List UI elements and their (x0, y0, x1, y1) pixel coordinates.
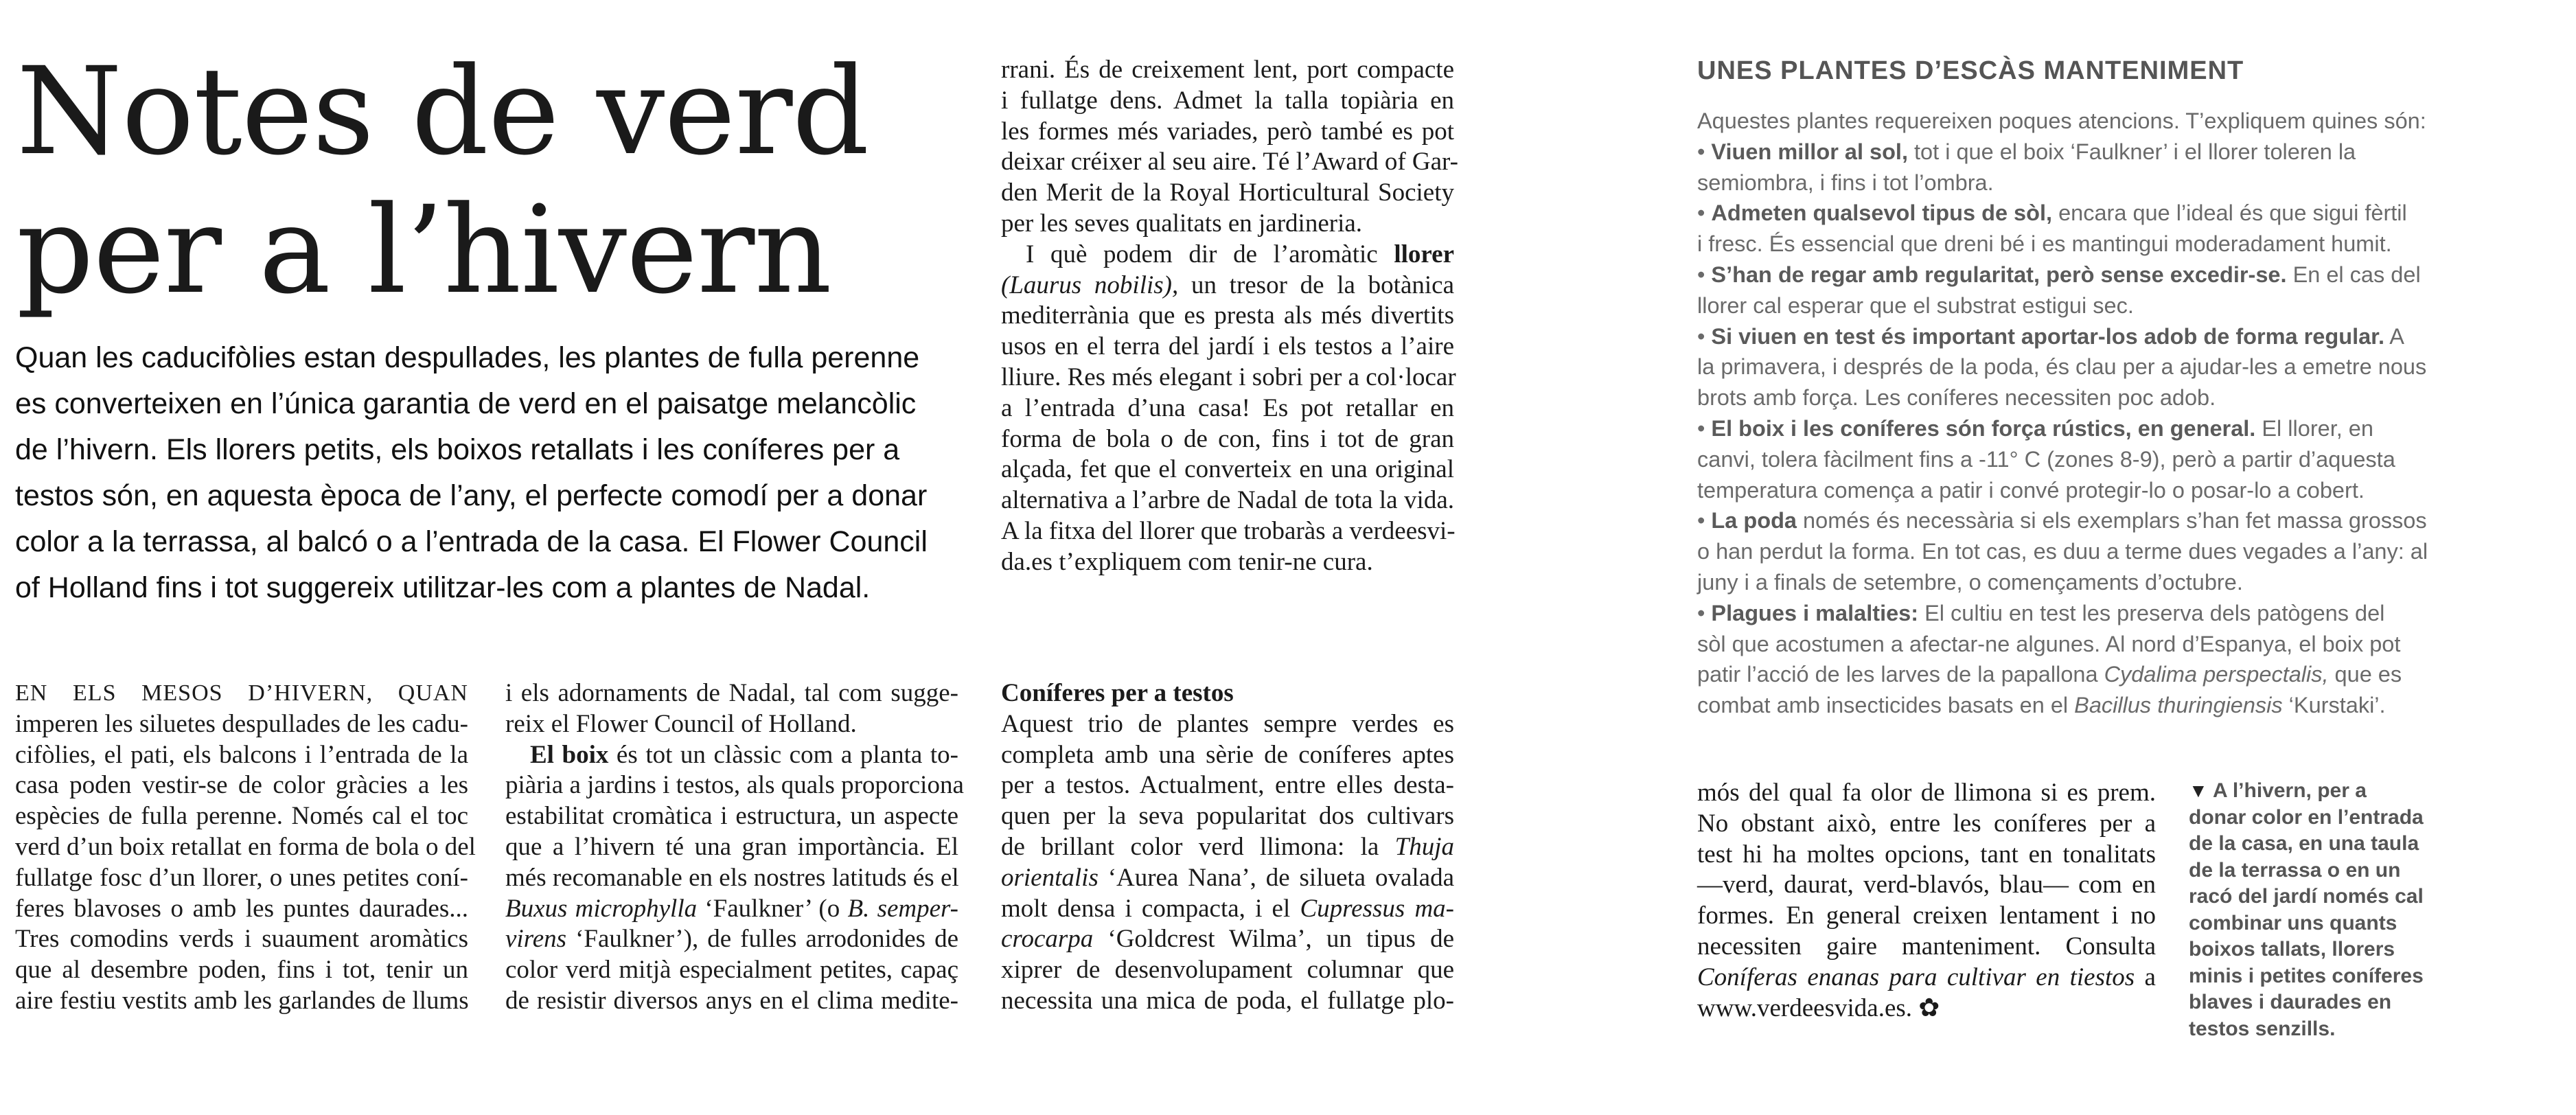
body-line: Aquest trio de plantes sempre verdes es (1001, 709, 1454, 738)
body-line: estabilitat cromàtica i estructura, un aspecte (505, 802, 958, 831)
sidebar-bullet: • Viuen millor al sol, tot i que el boix ‘Faulkner’ i el llorer toleren la (1697, 139, 2356, 164)
headline-line-1: Notes de verd (16, 41, 869, 182)
caption-line: A l’hivern, per a (2212, 779, 2367, 802)
body-line: aire festiu vestits amb les garlandes de llums (15, 986, 469, 1015)
lead-line: testos són, en aquesta època de l’any, el perfecte comodí per a donar (15, 479, 928, 512)
lead-paragraph (15, 335, 949, 611)
body-line: crocarpa ‘Goldcrest Wilma’, un tipus de (1001, 925, 1454, 954)
sidebar-bullet: • S’han de regar amb regularitat, però sense excedir-se. En el cas del (1697, 262, 2421, 287)
lead-line: de l’hivern. Els llorers petits, els boixos retallats i les coníferes per a (15, 433, 900, 466)
body-column-3-conifers (1001, 678, 1454, 1017)
sidebar-bullet: • Si viuen en test és important aportar-los adob de forma regular. A (1697, 323, 2404, 349)
body-line: No obstant això, entre les coníferes per a (1697, 809, 2156, 838)
body-column-3 (1001, 55, 1458, 578)
body-line: completa amb una sèrie de coníferes aptes (1001, 740, 1454, 769)
body-line: les formes més variades, però també es pot (1001, 117, 1454, 146)
body-column-1 (15, 678, 476, 1017)
body-line: necessiten gaire manteniment. Consulta (1697, 932, 2156, 961)
sidebar-intro: Aquestes plantes requereixen poques atencions. T’expliquem quines són: (1697, 108, 2426, 133)
body-line: A la fitxa del llorer que trobaràs a verdeesvi- (1001, 516, 1456, 545)
term-boix: El boix (530, 740, 609, 769)
caption-line: boixos tallats, llorers (2189, 938, 2395, 961)
body-line: fullatge fosc d’un llorer, o unes petites coní- (15, 863, 468, 892)
body-line: virens ‘Faulkner’), de fulles arrodonides de (505, 925, 958, 954)
body-line: orientalis ‘Aurea Nana’, de silueta ovalada (1001, 863, 1454, 892)
body-line: molt densa i compacta, i el Cupressus ma- (1001, 894, 1455, 923)
body-line: Tres comodins verds i suaument aromàtics (15, 925, 468, 954)
body-line: rrani. És de creixement lent, port compacte (1001, 56, 1454, 84)
sidebar-bullet: • Plagues i malalties: El cultiu en test les preserva dels patògens del (1697, 600, 2385, 625)
sidebar-line: brots amb força. Les coníferes necessiten poc adob. (1697, 385, 2216, 411)
body-line: necessita una mica de poda, el fullatge plo- (1001, 986, 1454, 1015)
term-llorer: llorer (1394, 240, 1454, 268)
sidebar-line: canvi, tolera fàcilment fins a -11° C (zones 8-9), però a partir d’aquesta (1697, 446, 2395, 472)
opening-line: EN ELS MESOS D’HIVERN, QUAN (15, 680, 468, 706)
sidebar-line: o han perdut la forma. En tot cas, es duu a terme dues vegades a l’any: al (1697, 539, 2428, 564)
body-line: deixar créixer al seu aire. Té l’Award of Gar- (1001, 148, 1458, 176)
caption-line: minis i petites coníferes (2189, 964, 2424, 987)
lead-line: es converteixen en l’única garantia de verd en el paisatge melancòlic (15, 387, 917, 420)
body-line: xiprer de desenvolupament columnar que (1001, 956, 1454, 985)
body-line: més recomanable en els nostres latituds és el (505, 863, 959, 892)
body-line: quen per la seva popularitat dos cultivars (1001, 802, 1454, 831)
caption-line: testos senzills. (2189, 1017, 2336, 1040)
body-line: feres blavoses o amb les puntes daurades... (15, 894, 468, 923)
body-line: piària a jardins i testos, als quals proporciona (505, 771, 964, 800)
sidebar-bullet: • El boix i les coníferes són força rústics, en general. El llorer, en (1697, 415, 2373, 441)
headline (16, 43, 978, 320)
body-line: alternativa a l’arbre de Nadal de tota la vida. (1001, 486, 1454, 515)
body-line: verd d’un boix retallat en forma de bola o del (15, 832, 476, 861)
body-line: color verd mitjà especialment petites, capaç (505, 956, 958, 985)
triangle-down-icon: ▼ (2189, 780, 2208, 801)
body-line: (Laurus nobilis), un tresor de la botànica (1001, 271, 1454, 299)
body-line: cifòlies, el pati, els balcons i l’entrada de la (15, 740, 468, 769)
body-line: i els adornaments de Nadal, tal com sugge- (505, 679, 958, 707)
body-line: El boix és tot un clàssic com a planta to- (530, 740, 958, 769)
body-column-2 (505, 678, 964, 1017)
body-line: mós del qual fa olor de llimona si es prem. (1697, 779, 2156, 807)
sidebar-title: UNES PLANTES D’ESCÀS MANTENIMENT (1697, 56, 2244, 85)
body-line: den Merit de la Royal Horticultural Society (1001, 179, 1454, 207)
sidebar-line: la primavera, i després de la poda, és clau per a ajudar-les a emetre nous (1697, 354, 2427, 380)
sidebar-bullet: • La poda només és necessària si els exemplars s’han fet massa grossos (1697, 508, 2427, 533)
body-line: test hi ha moltes opcions, tant en tonalitats (1697, 840, 2156, 869)
body-line: lliure. Res més elegant i sobri per a col·locar (1001, 363, 1456, 391)
sidebar-line: temperatura comença a patir i convé protegir-lo o posar-lo a cobert. (1697, 477, 2365, 503)
sidebar-box (1697, 55, 2428, 721)
headline-line-2: per a l’hivern (16, 180, 831, 321)
caption-line: donar color en l’entrada (2189, 805, 2424, 829)
body-line: de resistir diversos anys en el clima medite- (505, 986, 958, 1015)
caption-line: racó del jardí només cal (2189, 885, 2424, 908)
sidebar-line: juny i a finals de setembre, o començaments d’octubre. (1697, 569, 2243, 595)
sidebar-line: combat amb insecticides basats en el Bacillus thuringiensis ‘Kurstaki’. (1697, 693, 2386, 718)
body-line: forma de bola o de con, fins i tot de gran (1001, 424, 1454, 453)
sidebar-line: patir l’acció de les larves de la papallona Cydalima perspectalis, que es (1697, 662, 2402, 687)
body-line: mediterrània que es presta als més divertits (1001, 301, 1454, 330)
body-line: alçada, fet que el converteix en una original (1001, 455, 1454, 484)
body-line: casa poden vestir-se de color gràcies a les (15, 771, 468, 800)
caption-line: de la casa, en una taula (2189, 832, 2419, 855)
sidebar-line: i fresc. És essencial que dreni bé i es mantingui moderadament humit. (1697, 231, 2392, 257)
sidebar-line: sòl que acostumen a afectar-ne algunes. Al nord d’Espanya, el boix pot (1697, 631, 2401, 656)
body-line: de brillant color verd llimona: la Thuja (1001, 832, 1454, 861)
caption-line: de la terrassa o en un (2189, 858, 2401, 882)
body-column-4 (1697, 778, 2156, 1024)
body-line: Buxus microphylla ‘Faulkner’ (o B. semper- (505, 894, 959, 923)
body-line: per a testos. Actualment, entre elles desta- (1001, 771, 1454, 800)
body-line: —verd, daurat, verd-blavós, blau— com en (1697, 871, 2156, 899)
website-link: www.verdeesvida.es. (1697, 993, 1913, 1022)
body-line: da.es t’expliquem com tenir-ne cura. (1001, 547, 1373, 576)
sidebar-line: semiombra, i fins i tot l’ombra. (1697, 170, 1994, 195)
body-line: i fullatge dens. Admet la talla topiària en (1001, 86, 1454, 115)
body-line: per les seves qualitats en jardineria. (1001, 209, 1363, 238)
section-subhead: Coníferes per a testos (1001, 679, 1234, 707)
body-line: I què podem dir de l’aromàtic llorer (1026, 240, 1454, 268)
body-line: imperen les siluetes despullades de les cadu- (15, 709, 468, 738)
sidebar-body (1697, 106, 2428, 721)
body-line: espècies de fulla perenne. Només cal el toc (15, 802, 468, 831)
caption-line: combinar uns quants (2189, 911, 2397, 934)
caption-line: blaves i daurades en (2189, 991, 2392, 1013)
body-line: reix el Flower Council of Holland. (505, 709, 857, 738)
lead-line: color a la terrassa, al balcó o a l’entrada de la casa. El Flower Council (15, 525, 928, 558)
sidebar-bullet: • Admeten qualsevol tipus de sòl, encara que l’ideal és que sigui fèrtil (1697, 200, 2407, 226)
photo-caption (2189, 778, 2424, 1042)
lead-line: of Holland fins i tot suggereix utilitzar-les com a plantes de Nadal. (15, 571, 871, 604)
body-line: a l’entrada d’una casa! Es pot retallar en (1001, 393, 1454, 422)
body-line: que al desembre poden, fins i tot, tenir un (15, 956, 468, 985)
flower-end-icon: ✿ (1918, 993, 1940, 1022)
body-line: usos en el terra del jardí i els testos a l’aire (1001, 332, 1454, 361)
body-line: formes. En general creixen lentament i no (1697, 901, 2156, 930)
lead-line: Quan les caducifòlies estan despullades, les plantes de fulla perenne (15, 341, 920, 374)
body-line (1697, 993, 2156, 1024)
body-line: Coníferas enanas para cultivar en tiestos a (1697, 963, 2156, 991)
sidebar-line: llorer cal esperar que el substrat estigui sec. (1697, 292, 2134, 318)
body-line: que a l’hivern té una gran importància. El (505, 832, 958, 861)
